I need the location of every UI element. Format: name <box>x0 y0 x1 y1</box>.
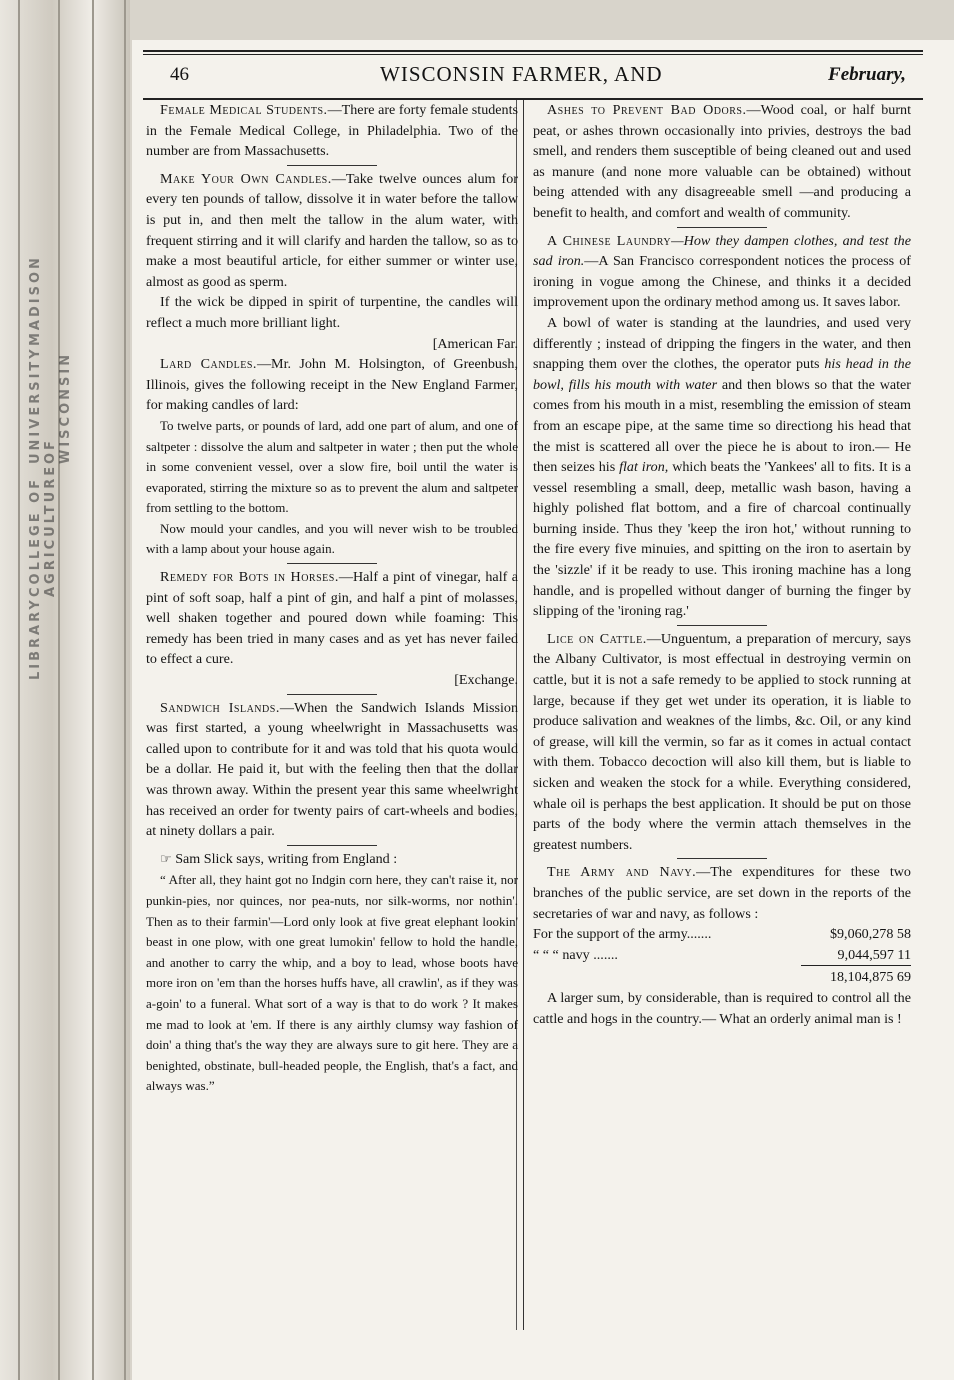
text-run: A bowl of water is standing at the laundries, and used very differently ; instead of dripping the fingers in the water, and then snapping them over the clothes, the operator puts <box>533 314 911 373</box>
pointing-hand-icon: ☞ <box>160 851 172 867</box>
separator <box>287 563 377 564</box>
binding-stripe <box>124 0 126 1380</box>
text-run: and then blows so that the water comes from his mouth in a mist, resembling the emission of steam from an escape pipe, at the same time so directiong his head that the mist is scattered all over the piece he is about to iron.— He then seizes his <box>533 376 911 476</box>
separator <box>287 845 377 846</box>
article-laundry <box>533 231 911 313</box>
stamp-line: MADISON <box>28 255 43 347</box>
text-run: which beats the 'Yankees' all to fits. It is a vessel resembling a small, deep, metallic wash bason, having a highly polished flat bottom, and a fire of charcoal continually burning inside. Thus they 'keep the iron hot,' without running to the fire every five minuies, and spitting on the iron to asertain by the 'sizzle' if it be ready to use. This ironing machine has a long handle, and is propelled without danger of burning the finger by slipping of the 'ironing rag.' <box>533 459 912 620</box>
expense-total: 18,104,875 69 <box>801 965 911 988</box>
article-head: Lard Candles. <box>160 356 257 373</box>
article-sandwich <box>146 698 518 842</box>
article-text: —The expenditures for these two branches of the public service, are set down in the reports of the secretaries of war and navy, as follows : <box>533 864 911 922</box>
italic-run: his head in the bowl, fills his mouth with water <box>533 356 911 393</box>
page-header <box>150 60 920 96</box>
left-column <box>146 100 518 1097</box>
stamp-line: UNIVERSITY OF WISCONSIN <box>28 346 73 465</box>
article-head: Make Your Own Candles. <box>160 170 332 187</box>
article-text: —There are forty female students in the Female Medical College, in Philadelphia. Two of the number are from Massachusetts. <box>146 102 518 160</box>
article-paragraph <box>533 313 911 622</box>
article-lard <box>146 354 518 416</box>
article-paragraph: Now mould your candles, and you will never wish to be troubled with a lamp about your house again. <box>146 520 518 557</box>
article-head: Sandwich Islands. <box>160 699 280 716</box>
expense-label: For the support of the army....... <box>533 926 712 943</box>
article-lice <box>533 629 911 856</box>
top-rule <box>143 50 923 52</box>
article-lead: Sam Slick says, writing from England : <box>175 850 398 867</box>
article-slick <box>146 849 518 871</box>
binding-stripe <box>18 0 20 1380</box>
separator <box>287 165 377 166</box>
article-head: The Army and Navy. <box>547 864 697 881</box>
article-text: —Mr. John M. Holsington, of Greenbush, Illinois, gives the following receipt in the New England Farmer, for making candles of lard: <box>146 356 518 414</box>
right-column <box>533 100 911 1029</box>
article-paragraph: To twelve parts, or pounds of lard, add one part of alum, and one of saltpeter : dissolve the alum and saltpeter in water ; then put the whole in some convenient vessel, over a slow fire, boil until the water is evaporated, stirring the mixture so as to prevent the alum and saltpeter from settling to the bottom. <box>146 417 518 516</box>
article-candles <box>146 169 518 293</box>
article-paragraph: If the wick be dipped in spirit of turpentine, the candles will reflect a much more brilliant light. <box>146 294 518 331</box>
issue-month: February, <box>828 64 906 85</box>
stamp-line: COLLEGE OF AGRICULTURE <box>28 464 58 598</box>
expense-row-army <box>533 924 911 945</box>
masthead-title: WISCONSIN FARMER, AND <box>380 62 663 86</box>
article-source: [Exchange. <box>454 672 518 689</box>
separator <box>677 227 767 228</box>
article-bots <box>146 567 518 670</box>
article-head: Ashes to Prevent Bad Odors. <box>547 102 747 118</box>
expense-label: “ “ “ navy ....... <box>533 946 618 963</box>
article-ashes <box>533 100 911 224</box>
article-paragraph: “ After all, they haint got no Indgin corn here, they can't raise it, nor punkin-pies, nor quinces, nor pea-nuts, nor silk-worms, nor nothin'. Then as to their farmin'—Lord only look at five great elephant lookin' beast in one plow, with one great lumokin' fellow to hold the handle, and another to carry the whip, and a boy to lead, whose boots have more iron on 'em than the horses huffs have, all crawlin', as if they was a-goin' to a funeral. What sort of a way is that to do work ? It makes me mad to look at 'em. If there is any airthly clumsy way fashion of doin' a thing that's the way they are always sure to git here. They are a benighted, obstinate, bull-headed people, the English, that's a fact, and always was.” <box>146 872 518 1094</box>
article-text: —Take twelve ounces alum for every ten pounds of tallow, dissolve it in water before the tallow is put in, and then melt the tallow in the alum water, with frequent stirring and it will clarify and harden the tallow, so as to make a most beautiful article, for either summer or winter use, almost as good as sperm. <box>146 170 518 290</box>
article-paragraph: A larger sum, by considerable, than is required to control all the cattle and hogs in the country.— What an orderly animal man is ! <box>533 989 911 1027</box>
article-text: —Wood coal, or half burnt peat, or ashes thrown occasionally into privies, destroys the bad smell, and renders them susceptible of being cleaned out and used as manure (and none more valuable can be obtained) without being attended with any disagreeable smell —and producing a benefit to health, and comfort and wealth of community. <box>533 102 911 221</box>
separator <box>677 625 767 626</box>
column-rule <box>523 100 524 1330</box>
article-text: —Unguentum, a preparation of mercury, says the Albany Cultivator, is most effectual in destroying vermin on cattle, but it is not a safe remedy to be applied to stock running at large, because if they get wet under its operation, it is liable to produce salivation and weaknes of the limbs, &c. Oil, or any kind of grease, will kill the vermin, so far as it comes in actual contact with them. Tobacco decoction will also kill them, but is liable to sicken and weaken the stock for a while. Everything considered, whale oil is perhaps the best application. It should be put on those parts of the body where the vermin attach themselves in the greatest numbers. <box>533 630 911 853</box>
expense-row-navy <box>533 945 911 966</box>
separator <box>677 858 767 859</box>
article-head: Remedy for Bots in Horses. <box>160 569 339 586</box>
italic-run: flat iron, <box>619 459 669 476</box>
article-subtitle: —How they dampen clothes, and test the sad iron. <box>533 232 911 270</box>
top-rule-thin <box>143 54 923 55</box>
expense-value: 9,044,597 11 <box>837 946 911 963</box>
binding-stripe <box>58 0 60 1380</box>
article-female-students <box>146 100 518 162</box>
article-text: —When the Sandwich Islands Mission was first started, a young wheelwright in Massachusetts was called upon to contribute for it and was told that his quota would be a dollar. He paid it, but with the feeling then that the dollar was thrown away. Within the present year this same wheelwright has received an order for twenty pairs of cart-wheels and bodies, at ninety dollars a pair. <box>146 699 518 840</box>
article-source: [American Far. <box>432 335 518 352</box>
expense-value: $9,060,278 58 <box>829 926 911 943</box>
stamp-line: LIBRARY <box>28 597 43 680</box>
article-head: A Chinese Laundry <box>547 232 672 249</box>
article-head: Female Medical Students. <box>160 102 328 118</box>
page-number: 46 <box>170 64 189 85</box>
article-text: —Half a pint of vinegar, half a pint of soft soap, half a pint of gin, and half a pint of molasses, well shaken together and poured down while foaming: This remedy has been tried in many cases and as yet has never failed to effect a cure. <box>146 569 518 668</box>
binding-stripe <box>92 0 94 1380</box>
article-text: —A San Francisco correspondent notices the process of ironing in vogue among the Chinese, and thinks it a decided improvement upon the ordinary method among us. It saves labor. <box>533 253 911 311</box>
separator <box>287 694 377 695</box>
library-stamp <box>28 255 128 680</box>
binding-edge <box>0 0 130 1380</box>
article-army <box>533 862 911 924</box>
article-head: Lice on Cattle. <box>547 630 647 647</box>
